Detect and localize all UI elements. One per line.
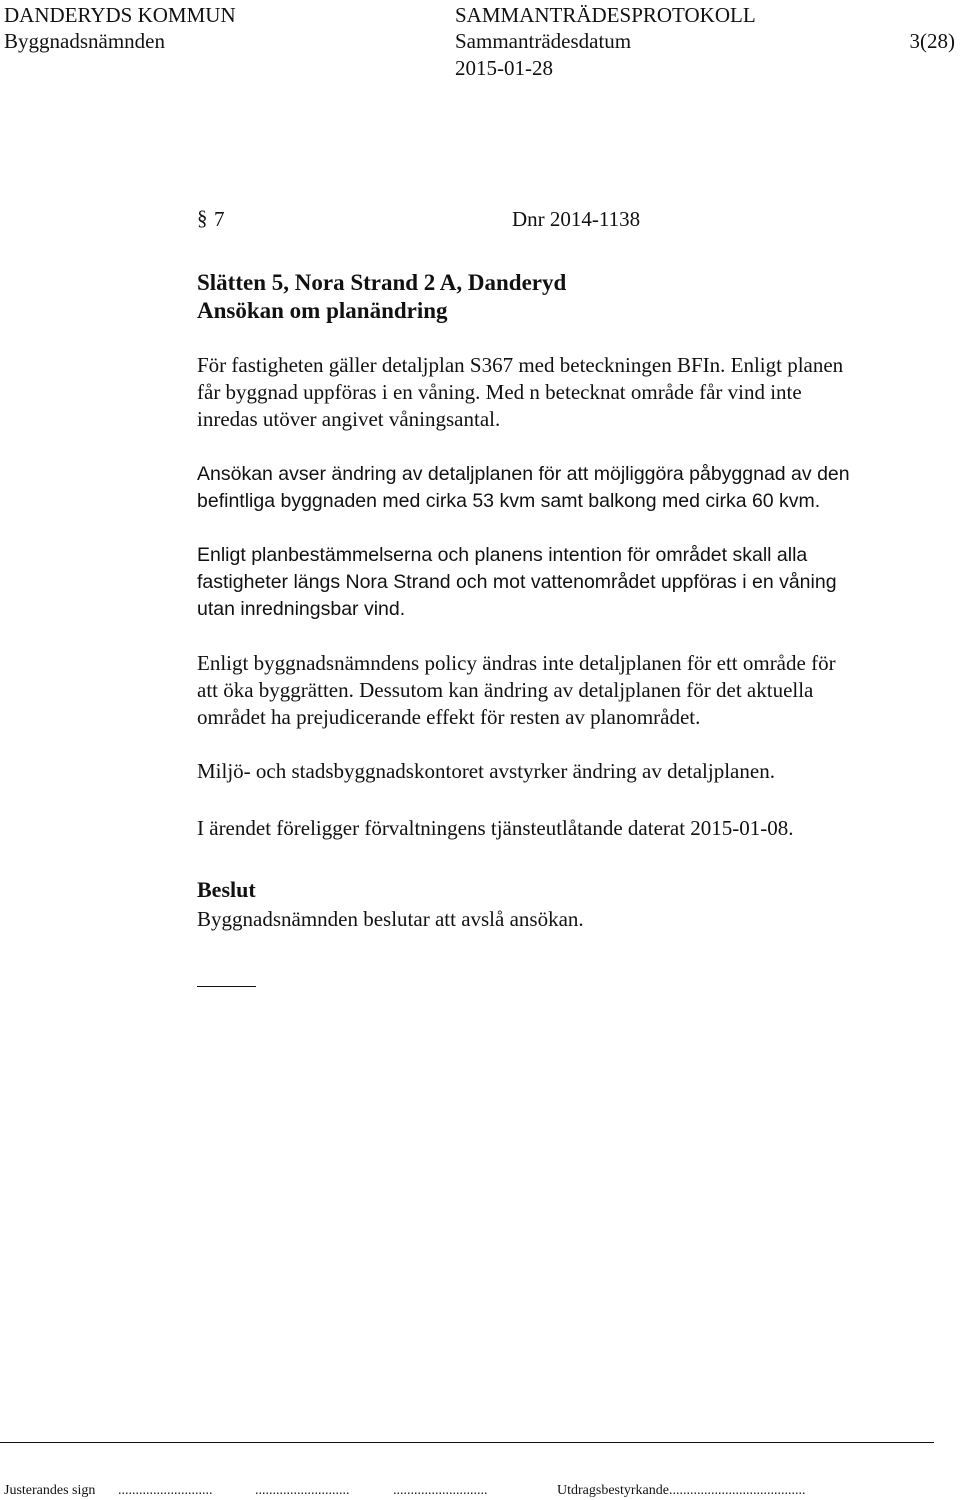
paragraph-line: I ärendet föreligger förvaltningens tjänsteutlåtande daterat 2015-01-08. <box>197 816 794 840</box>
meeting-date: 2015-01-28 <box>455 56 553 80</box>
paragraph-office-opinion <box>197 758 937 785</box>
paragraph-plan-provisions <box>197 542 937 623</box>
sign-field-1: ........................... <box>118 1483 213 1498</box>
committee-name: Byggnadsnämnden <box>4 29 165 53</box>
end-rule <box>197 986 256 987</box>
paragraph-line: fastigheter längs Nora Strand och mot vattenområdet uppföras i en våning <box>197 571 837 593</box>
adjuster-sign-label: Justerandes sign <box>4 1483 96 1498</box>
municipality-name: DANDERYDS KOMMUN <box>4 3 236 27</box>
extract-certification-label: Utdragsbestyrkande....................................... <box>557 1483 806 1498</box>
decision-heading: Beslut <box>197 877 256 902</box>
paragraph-application <box>197 461 937 515</box>
paragraph-line: befintliga byggnaden med cirka 53 kvm samt balkong med cirka 60 kvm. <box>197 490 821 512</box>
paragraph-line: Enligt byggnadsnämndens policy ändras inte detaljplanen för ett område för <box>197 651 836 675</box>
document-type: SAMMANTRÄDESPROTOKOLL <box>455 3 756 27</box>
page-number: 3(28) <box>909 29 955 53</box>
case-number: Dnr 2014-1138 <box>512 207 641 231</box>
sign-field-3: ........................... <box>393 1483 488 1498</box>
paragraph-line: att öka byggrätten. Dessutom kan ändring av detaljplanen för det aktuella <box>197 678 814 702</box>
case-title: Slätten 5, Nora Strand 2 A, Danderyd <box>197 270 567 295</box>
paragraph-line: För fastigheten gäller detaljplan S367 med beteckningen BFIn. Enligt planen <box>197 353 844 377</box>
paragraph-line: utan inredningsbar vind. <box>197 598 406 620</box>
paragraph-line: Enligt planbestämmelserna och planens intention för området skall alla <box>197 544 808 566</box>
footer-divider <box>0 1442 934 1443</box>
section-sign: § <box>197 206 208 230</box>
sign-field-2: ........................... <box>255 1483 350 1498</box>
paragraph-documents <box>197 815 937 842</box>
paragraph-plan-info <box>197 352 937 433</box>
paragraph-line: får byggnad uppföras i en våning. Med n betecknat område får vind inte <box>197 380 802 404</box>
paragraph-line: området ha prejudicerande effekt för resten av planområdet. <box>197 705 701 729</box>
paragraph-line: Miljö- och stadsbyggnadskontoret avstyrker ändring av detaljplanen. <box>197 759 775 783</box>
paragraph-policy <box>197 650 937 731</box>
meeting-date-label: Sammanträdesdatum <box>455 29 632 53</box>
decision-text: Byggnadsnämnden beslutar att avslå ansökan. <box>197 907 584 931</box>
section-number: 7 <box>214 207 225 231</box>
paragraph-line: Ansökan avser ändring av detaljplanen för att möjliggöra påbyggnad av den <box>197 463 850 485</box>
case-subtitle: Ansökan om planändring <box>197 298 448 323</box>
paragraph-line: inredas utöver angivet våningsantal. <box>197 407 501 431</box>
